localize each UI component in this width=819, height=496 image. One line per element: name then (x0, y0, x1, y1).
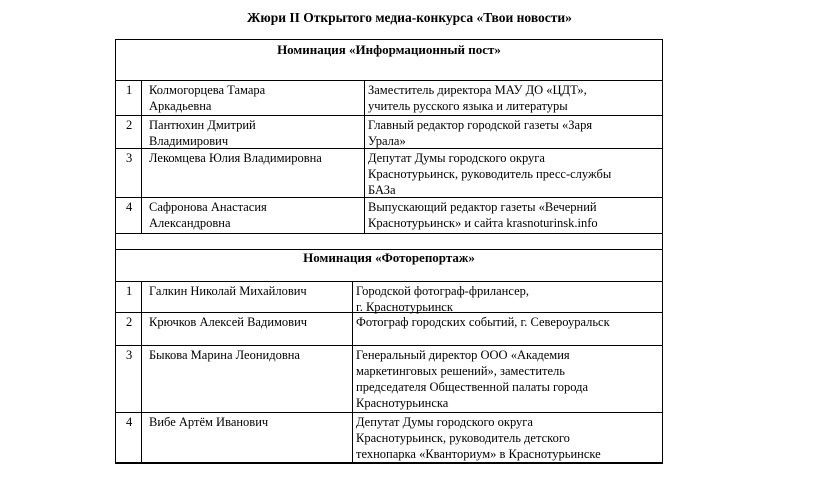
member-name: Колмогорцева Тамара (149, 83, 266, 97)
member-role: Депутат Думы городского округа (356, 415, 533, 429)
divider (352, 412, 353, 463)
divider (141, 148, 142, 197)
member-role: Краснотурьинск» и сайта krasnoturinsk.info (368, 216, 598, 230)
member-name: Владимирович (149, 134, 229, 148)
member-role: Депутат Думы городского округа (368, 151, 545, 165)
divider (141, 281, 142, 312)
member-role: Главный редактор городской газеты «Заря (368, 118, 593, 132)
divider (141, 345, 142, 412)
member-role: Генеральный директор ООО «Академия (356, 348, 570, 362)
divider (115, 463, 663, 464)
member-role: Заместитель директора МАУ ДО «ЦДТ», (368, 83, 587, 97)
member-name: Галкин Николай Михайлович (149, 284, 307, 298)
divider (364, 115, 365, 148)
member-role: Фотограф городских событий, г. Североуральск (356, 315, 610, 329)
member-name: Лекомцева Юлия Владимировна (149, 151, 322, 165)
divider (141, 197, 142, 233)
member-name: Сафронова Анастасия (149, 200, 267, 214)
member-role: Урала» (368, 134, 406, 148)
divider (141, 80, 142, 115)
divider (115, 115, 663, 116)
member-role: Городской фотограф-фрилансер, (356, 284, 529, 298)
divider (364, 80, 365, 115)
member-name: Аркадьевна (149, 99, 212, 113)
member-role: Краснотурьинск, руководитель детского (356, 431, 570, 445)
divider (352, 312, 353, 345)
divider (115, 80, 663, 81)
member-name: Крючков Алексей Вадимович (149, 315, 308, 329)
member-name: Пантюхин Дмитрий (149, 118, 256, 132)
row-number: 4 (126, 200, 133, 214)
member-role: г. Краснотурьинск (356, 300, 453, 314)
row-number: 3 (126, 348, 133, 362)
divider (115, 281, 663, 282)
member-role: Краснотурьинск, руководитель пресс-службы (368, 167, 612, 181)
row-number: 2 (126, 118, 133, 132)
divider (141, 312, 142, 345)
divider (352, 281, 353, 312)
row-number: 3 (126, 151, 133, 165)
member-name: Вибе Артём Иванович (149, 415, 269, 429)
row-number: 1 (126, 284, 133, 298)
divider (141, 412, 142, 463)
member-role: учитель русского языка и литературы (368, 99, 568, 113)
member-role: БАЗа (368, 183, 396, 197)
divider (364, 197, 365, 233)
divider (141, 115, 142, 148)
member-name: Быкова Марина Леонидовна (149, 348, 300, 362)
row-number: 1 (126, 83, 133, 97)
member-role: Краснотурьинска (356, 396, 449, 410)
row-number: 2 (126, 315, 133, 329)
divider (115, 345, 663, 346)
divider (364, 148, 365, 197)
document-title: Жюри II Открытого медиа-конкурса «Твои новости» (247, 10, 572, 25)
divider (352, 345, 353, 412)
section-heading: Номинация «Фоторепортаж» (303, 250, 475, 265)
section-heading: Номинация «Информационный пост» (277, 42, 501, 57)
member-role: технопарка «Кванториум» в Краснотурьинске (356, 447, 601, 461)
row-number: 4 (126, 415, 133, 429)
member-name: Александровна (149, 216, 231, 230)
divider (115, 412, 663, 413)
member-role: Выпускающий редактор газеты «Вечерний (368, 200, 597, 214)
divider (115, 233, 663, 234)
member-role: маркетинговых решений», заместитель (356, 364, 565, 378)
member-role: председателя Общественной палаты города (356, 380, 589, 394)
